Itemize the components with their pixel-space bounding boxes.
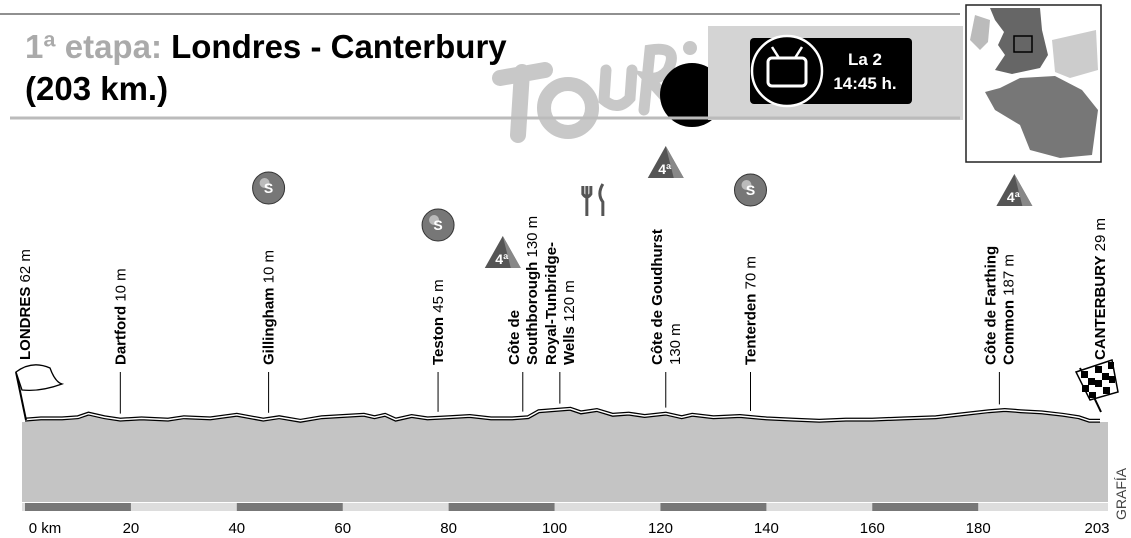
- axis-segment: [660, 503, 766, 511]
- place-name: Côte de: [505, 309, 523, 365]
- place-label-line: [1092, 218, 1109, 360]
- place-label-line: [524, 216, 541, 365]
- climb-category: 4ª: [495, 251, 509, 267]
- place-label: [112, 268, 129, 365]
- start-flag-icon: [16, 365, 62, 420]
- place-label-line: [543, 242, 560, 365]
- place-name: Royal-Tunbridge-: [542, 241, 560, 365]
- stage-distance: (203 km.): [25, 70, 169, 107]
- place-altitude: 130 m: [523, 215, 541, 262]
- axis-segment: [25, 503, 131, 511]
- climb-icon: [648, 146, 684, 178]
- stage-route: Londres - Canterbury: [171, 28, 507, 65]
- place-label: [982, 246, 1017, 365]
- sprint-letter: S: [433, 217, 443, 233]
- sprint-icon: [253, 172, 285, 204]
- place-label-line: [982, 246, 999, 365]
- stage-title: [25, 28, 507, 65]
- km-axis: [22, 503, 1110, 537]
- place-label-line: [742, 256, 759, 365]
- climb-category: 4ª: [658, 161, 672, 177]
- place-label: [506, 216, 541, 365]
- place-label: [649, 229, 684, 365]
- place-label-line: [261, 250, 278, 365]
- sprint-icon: [734, 174, 766, 206]
- place-altitude: 130 m: [666, 323, 684, 365]
- place-name: Côte de Goudhurst: [648, 229, 666, 365]
- sprint-letter: S: [263, 180, 274, 196]
- place-label: [261, 250, 278, 365]
- profile-area: [25, 409, 1100, 430]
- tv-icon-ring: [752, 36, 822, 106]
- axis-segment: [449, 503, 555, 511]
- place-name: LONDRES: [17, 286, 34, 360]
- axis-tick-label: 20: [122, 520, 140, 537]
- place-altitude: 70 m: [742, 256, 760, 294]
- axis-segment: [237, 503, 343, 511]
- tv-channel: La 2: [847, 50, 883, 69]
- place-label: [430, 279, 447, 365]
- axis-tick-label: 100: [542, 520, 568, 537]
- place-markers: [17, 146, 1109, 414]
- place-name: Dartford: [112, 305, 130, 365]
- axis-tick-label: 203: [1084, 520, 1110, 537]
- place-name: Southborough: [523, 261, 541, 365]
- axis-tick-label: 120: [647, 520, 673, 537]
- place-name: Wells: [560, 326, 578, 365]
- stage-number: 1ª etapa:: [25, 28, 162, 65]
- place-label-line: [561, 280, 578, 365]
- place-label-line: [112, 268, 129, 365]
- sprint-icon: [422, 209, 454, 241]
- place-name: Common: [1000, 299, 1018, 365]
- axis-tick-label: 180: [965, 520, 991, 537]
- place-name: Gillingham: [260, 287, 278, 365]
- finish-flag-icon: [1076, 360, 1118, 412]
- place-label: [543, 242, 578, 365]
- place-label: [1092, 218, 1109, 360]
- place-label-line: [430, 279, 447, 365]
- axis-segment: [872, 503, 978, 511]
- axis-tick-label: 0 km: [28, 520, 62, 537]
- place-altitude: 45 m: [430, 279, 448, 317]
- place-altitude: 187 m: [1000, 254, 1018, 300]
- inset-map: [966, 5, 1101, 162]
- place-label-line: [17, 249, 34, 360]
- feed-zone-icon: [583, 184, 603, 216]
- place-altitude: 120 m: [560, 280, 578, 327]
- axis-tick-label: 80: [440, 520, 457, 537]
- place-name: Teston: [430, 316, 448, 365]
- axis-tick-label: 140: [753, 520, 779, 537]
- profile-base: [22, 422, 1108, 502]
- place-label-line: [1000, 254, 1017, 365]
- place-label-line: [506, 310, 523, 365]
- place-altitude: 10 m: [260, 249, 278, 288]
- fork: [583, 186, 591, 216]
- tv-time: 14:45 h.: [833, 74, 897, 93]
- climb-category: 4ª: [1006, 189, 1020, 205]
- place-name: Tenterden: [742, 293, 760, 365]
- climb-icon: [485, 236, 521, 268]
- place-name: CANTERBURY: [1092, 255, 1109, 360]
- axis-tick-label: 60: [334, 520, 352, 537]
- graphic-credit: GRAFÍA: [1113, 467, 1129, 520]
- axis-tick-label: 40: [228, 520, 246, 537]
- place-label: [17, 249, 34, 360]
- place-altitude: 10 m: [112, 268, 130, 306]
- knife: [600, 184, 603, 216]
- place-name: Côte de Farthing: [982, 245, 1000, 365]
- climb-icon: [996, 174, 1032, 206]
- place-altitude: 62 m: [17, 249, 34, 287]
- place-label: [742, 256, 759, 365]
- place-altitude: 29 m: [1092, 218, 1109, 256]
- axis-tick-label: 160: [859, 520, 885, 537]
- tour-logo: [500, 41, 724, 135]
- sprint-letter: S: [745, 182, 756, 198]
